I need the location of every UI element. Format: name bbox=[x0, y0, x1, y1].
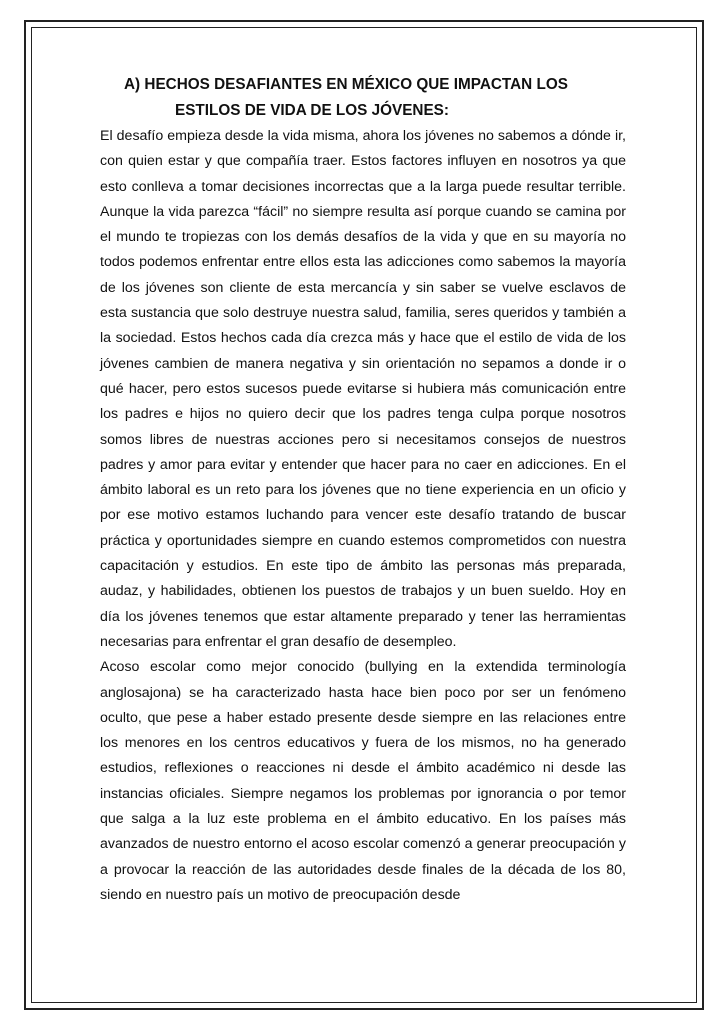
section-heading-line-2: ESTILOS DE VIDA DE LOS JÓVENES: bbox=[175, 102, 449, 119]
paragraph-youth-challenges: El desafío empieza desde la vida misma, ahora los jóvenes no sabemos a dónde ir, con quien estar y que compañía traer. Estos factores influyen en nosotros ya que esto conlleva a tomar decisiones incorrectas que a la larga puede resultar terrible. Aunque la vida parezca “fácil” no siempre resulta así porque cuando se camina por el mundo te tropiezas con los demás desafíos de la vida y que en su mayoría no todos podemos enfrentar entre ellos esta las adicciones como sabemos la mayoría de los jóvenes son cliente de esta mercancía y sin saber se vuelve esclavos de esta sustancia que solo destruye nuestra salud, familia, seres queridos y también a la sociedad. Estos hechos cada día crezca más y hace que el estilo de vida de los jóvenes cambien de manera negativa y sin orientación no sepamos a donde ir o qué hacer, pero estos sucesos puede evitarse si hubiera más comunicación entre los padres e hijos no quiero decir que los padres tenga culpa porque nosotros somos libres de nuestras acciones pero si necesitamos consejos de nuestros padres y amor para evitar y entender que hacer para no caer en adicciones. En el ámbito laboral es un reto para los jóvenes que no tiene experiencia en un oficio y por ese motivo estamos luchando para vencer este desafío tratando de buscar práctica y oportunidades siempre en cuando estemos comprometidos con nuestra capacitación y estudios. En este tipo de ámbito las personas más preparada, audaz, y habilidades, obtienen los puestos de trabajos y un buen sueldo. Hoy en día los jóvenes tenemos que estar altamente preparado y tener las herramientas necesarias para enfrentar el gran desafío de desempleo. bbox=[100, 128, 626, 650]
section-heading-line-1: A) HECHOS DESAFIANTES EN MÉXICO QUE IMPACTAN LOS bbox=[124, 76, 568, 93]
document-body bbox=[100, 72, 626, 908]
paragraph-school-bullying: Acoso escolar como mejor conocido (bullying en la extendida terminología anglosajona) se ha caracterizado hasta hace bien poco por ser un fenómeno oculto, que pese a haber estado presente desde siempre en las relaciones entre los menores en los centros educativos y fuera de los mismos, no ha generado estudios, reflexiones o reacciones ni desde el ámbito académico ni desde las instancias oficiales. Siempre negamos los problemas por ignorancia o por temor que salga a la luz este problema en el ámbito educativo. En los países más avanzados de nuestro entorno el acoso escolar comenzó a generar preocupación y a provocar la reacción de las autoridades desde finales de la década de los 80, siendo en nuestro país un motivo de preocupación desde bbox=[100, 659, 626, 903]
section-heading bbox=[100, 72, 626, 124]
